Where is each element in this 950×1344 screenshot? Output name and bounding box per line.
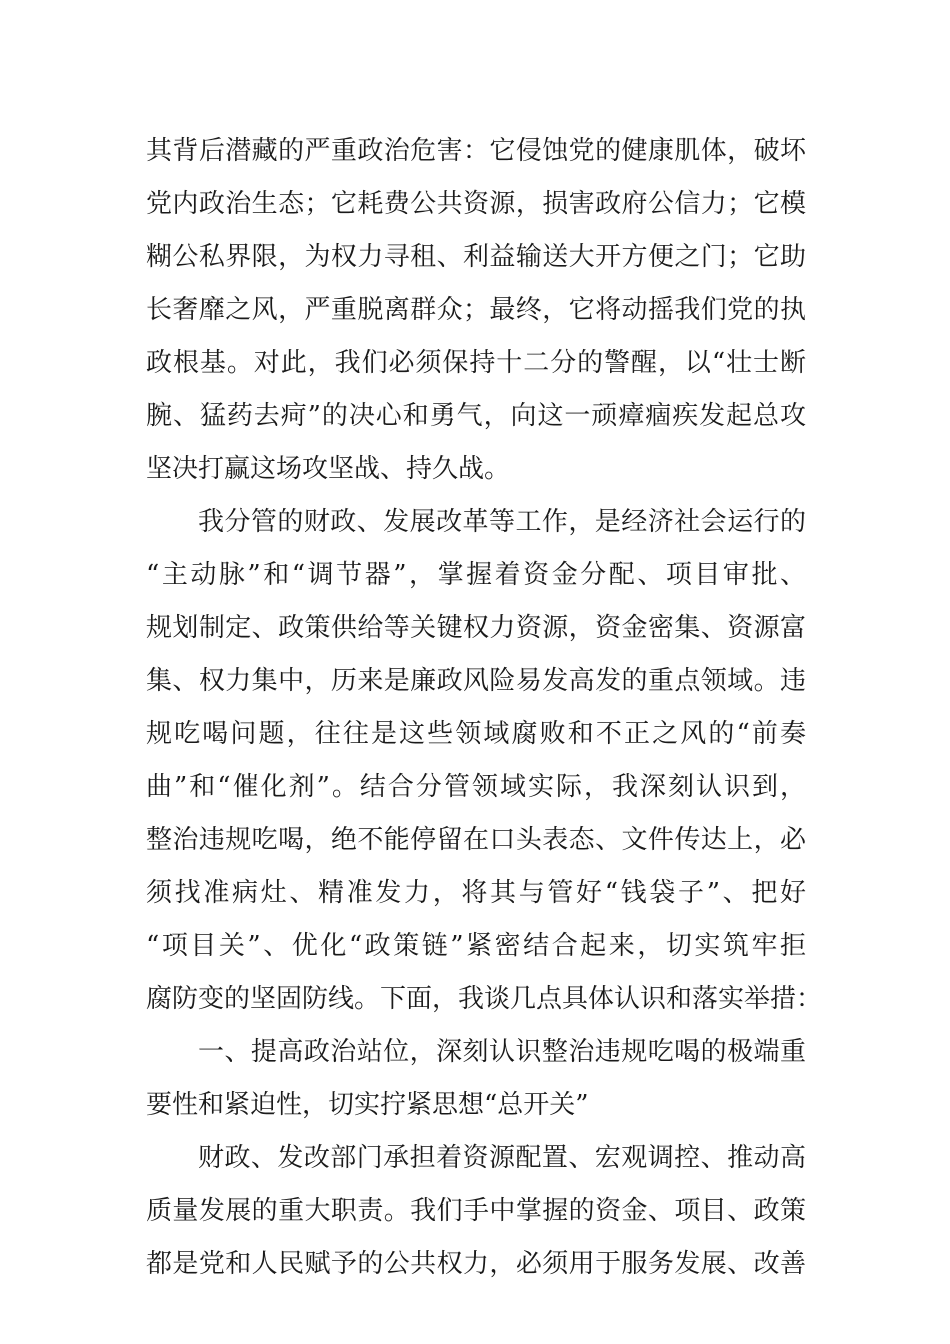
text-line: “项目关”、优化“政策链”紧密结合起来，切实筑牢拒 — [146, 931, 806, 961]
section-heading-line: 要性和紧迫性，切实拧紧思想“总开关” — [146, 1090, 589, 1120]
section-heading-line: 一、提高政治站位，深刻认识整治违规吃喝的极端重 — [198, 1037, 806, 1067]
text-line: 规吃喝问题，往往是这些领域腐败和不正之风的“前奏 — [146, 719, 806, 749]
text-line: 党内政治生态；它耗费公共资源，损害政府公信力；它模 — [146, 189, 806, 219]
text-line: 其背后潜藏的严重政治危害：它侵蚀党的健康肌体，破坏 — [146, 136, 806, 166]
text-line: 政根基。对此，我们必须保持十二分的警醒，以“壮士断 — [146, 348, 806, 378]
text-line: 腐防变的坚固防线。下面，我谈几点具体认识和落实举措： — [146, 984, 823, 1014]
paragraph-first-line: 财政、发改部门承担着资源配置、宏观调控、推动高 — [198, 1143, 806, 1173]
paragraph-first-line: 我分管的财政、发展改革等工作，是经济社会运行的 — [198, 507, 806, 537]
text-line: 规划制定、政策供给等关键权力资源，资金密集、资源富 — [146, 613, 806, 643]
text-line: “主动脉”和“调节器”，掌握着资金分配、项目审批、 — [146, 560, 806, 590]
text-line: 质量发展的重大职责。我们手中掌握的资金、项目、政策 — [146, 1196, 806, 1226]
text-line: 须找准病灶、精准发力，将其与管好“钱袋子”、把好 — [146, 878, 806, 908]
text-line: 糊公私界限，为权力寻租、利益输送大开方便之门；它助 — [146, 242, 806, 272]
text-line: 都是党和人民赋予的公共权力，必须用于服务发展、改善 — [146, 1249, 806, 1279]
text-line: 整治违规吃喝，绝不能停留在口头表态、文件传达上，必 — [146, 825, 806, 855]
text-line: 坚决打赢这场攻坚战、持久战。 — [146, 454, 511, 484]
text-line: 腕、猛药去疴”的决心和勇气，向这一顽瘴痼疾发起总攻 — [146, 401, 806, 431]
text-line: 长奢靡之风，严重脱离群众；最终，它将动摇我们党的执 — [146, 295, 806, 325]
text-line: 集、权力集中，历来是廉政风险易发高发的重点领域。违 — [146, 666, 806, 696]
text-line: 曲”和“催化剂”。结合分管领域实际，我深刻认识到， — [146, 772, 806, 802]
